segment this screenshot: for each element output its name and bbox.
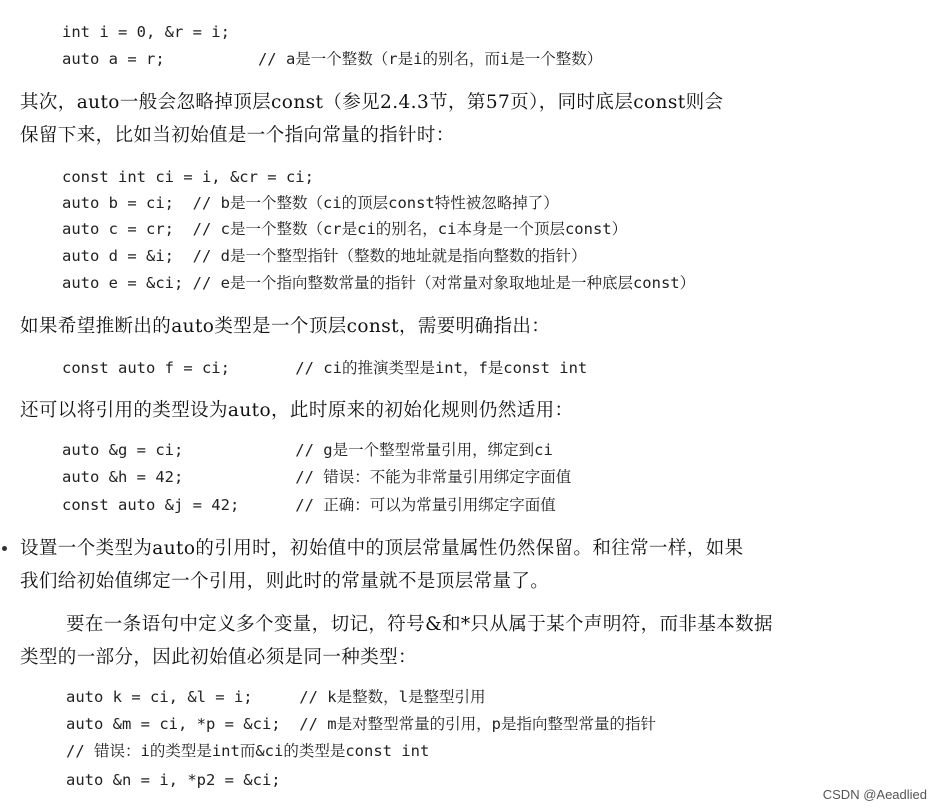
code-line: // 错误：i的类型是int而&ci的类型是const int: [66, 742, 430, 760]
paragraph-line: 我们给初始值绑定一个引用，则此时的常量就不是顶层常量了。: [20, 571, 550, 592]
code-line: auto e = &ci; // e是一个指向整数常量的指针（对常量对象取地址是一种底层const）: [62, 274, 696, 292]
code-line: auto &m = ci, *p = &ci; // m是对整型常量的引用，p是指向整型常量的指针: [66, 715, 656, 733]
code-line: auto &h = 42; // 错误：不能为非常量引用绑定字面值: [62, 468, 572, 486]
code-line: auto k = ci, &l = i; // k是整数，l是整型引用: [66, 688, 486, 706]
code-line: auto &g = ci; // g是一个整型常量引用，绑定到ci: [62, 441, 553, 459]
code-line: auto a = r; // a是一个整数（r是i的别名，而i是一个整数）: [62, 50, 603, 68]
paragraph-line: 其次，auto一般会忽略掉顶层const（参见2.4.3节，第57页），同时底层const则会: [20, 92, 724, 113]
paragraph-line: 设置一个类型为auto的引用时，初始值中的顶层常量属性仍然保留。和往常一样，如果: [20, 538, 744, 559]
code-line: int i = 0, &r = i;: [62, 23, 230, 41]
paragraph-line: 如果希望推断出的auto类型是一个顶层const，需要明确指出：: [20, 316, 551, 337]
code-line: auto &n = i, *p2 = &ci;: [66, 771, 281, 789]
watermark-text: CSDN @Aeadlied: [822, 787, 927, 802]
code-line: const auto f = ci; // ci的推演类型是int，f是const int: [62, 359, 588, 377]
paragraph-line: 类型的一部分，因此初始值必须是同一种类型：: [20, 647, 417, 668]
code-line: const auto &j = 42; // 正确：可以为常量引用绑定字面值: [62, 496, 556, 514]
code-line: auto c = cr; // c是一个整数（cr是ci的别名，ci本身是一个顶层const）: [62, 220, 628, 238]
paragraph-line: 还可以将引用的类型设为auto，此时原来的初始化规则仍然适用：: [20, 400, 574, 421]
margin-mark: [2, 546, 7, 551]
paragraph-line: 要在一条语句中定义多个变量，切记，符号&和*只从属于某个声明符，而非基本数据: [66, 614, 773, 635]
code-line: auto b = ci; // b是一个整数（ci的顶层const特性被忽略掉了）: [62, 194, 559, 212]
code-line: auto d = &i; // d是一个整型指针（整数的地址就是指向整数的指针）: [62, 247, 587, 265]
paragraph-line: 保留下来，比如当初始值是一个指向常量的指针时：: [20, 125, 455, 146]
code-line: const int ci = i, &cr = ci;: [62, 168, 314, 186]
